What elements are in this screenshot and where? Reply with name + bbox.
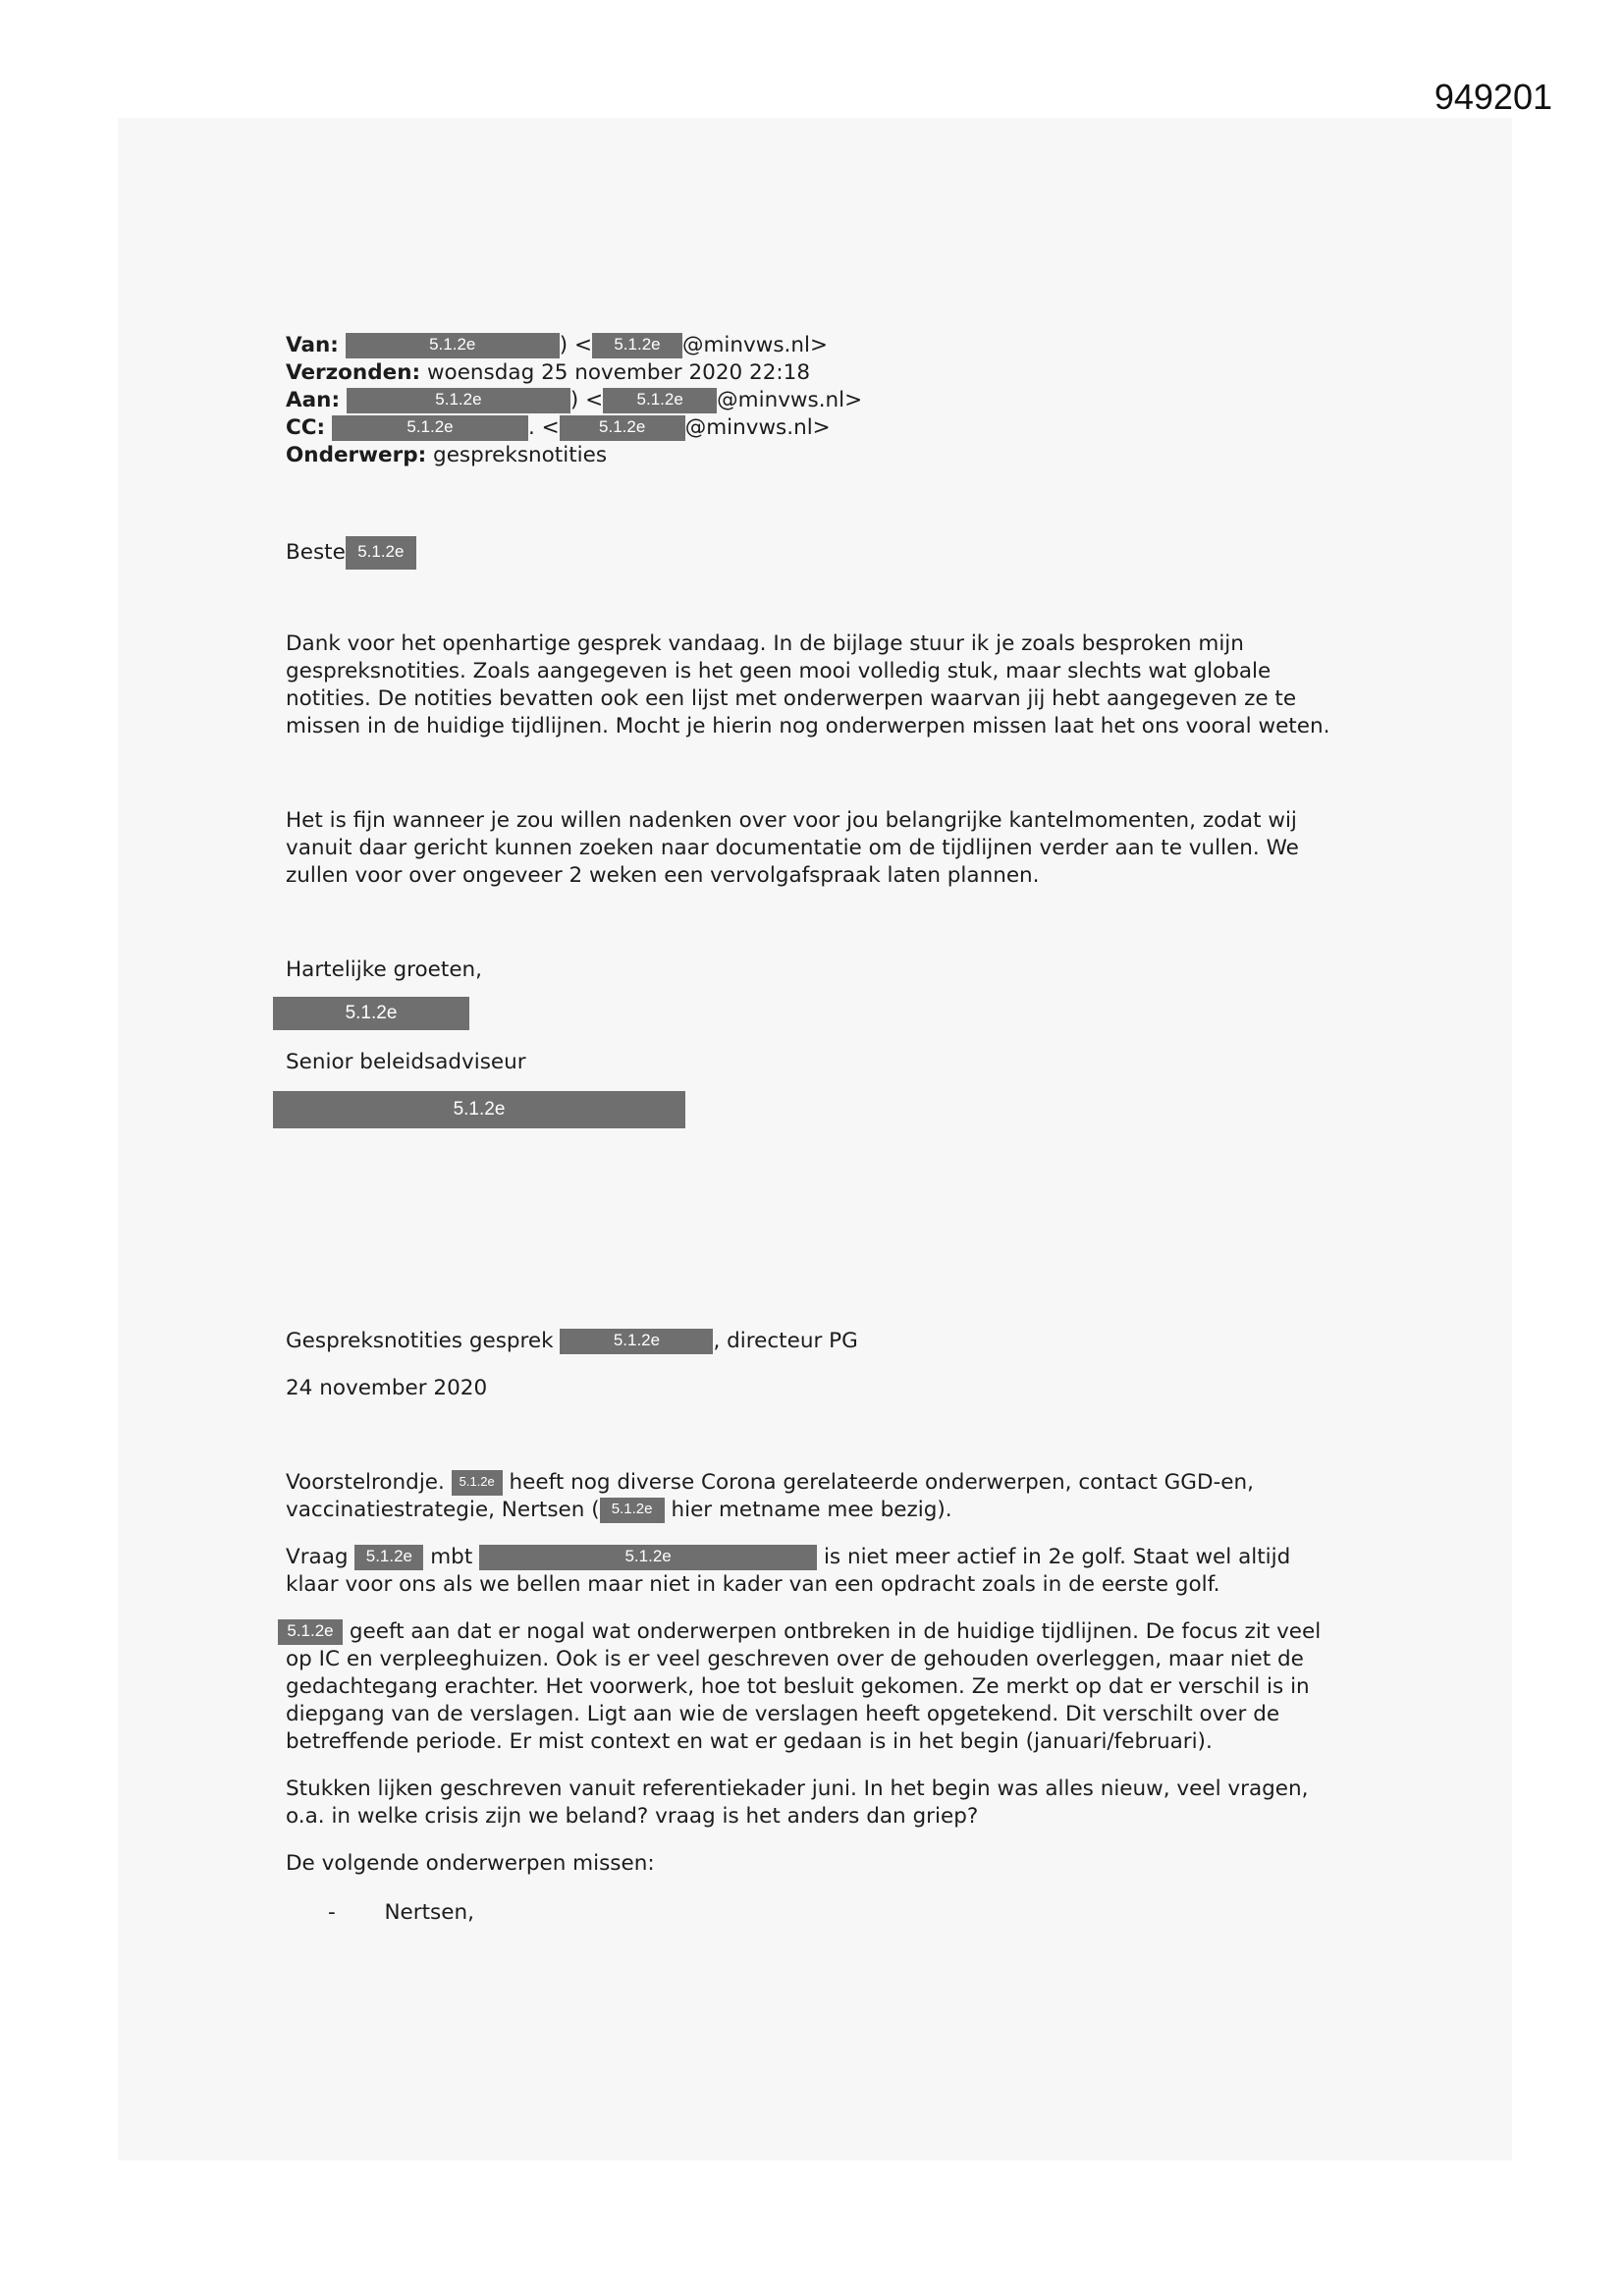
paragraph-line: vanuit daar gericht kunnen zoeken naar documentatie om de tijdlijnen verder aan te vullen. We [286, 836, 1299, 860]
paragraph-3-rest [286, 1646, 1310, 1756]
notes-date: 24 november 2020 [286, 1376, 488, 1400]
paragraph-3-line-1 [278, 1618, 1321, 1646]
notes-title-suffix: , directeur PG [713, 1329, 858, 1353]
vraag-line-2: klaar voor ons als we bellen maar niet in kader van een opdracht zoals in de eerste golf. [286, 1572, 1220, 1597]
paragraph-line: Het is fijn wanneer je zou willen nadenken over voor jou belangrijke kantelmomenten, zodat wij [286, 808, 1297, 833]
to-line [286, 387, 862, 414]
vraag-text-a: Vraag [286, 1545, 349, 1569]
sent-label: Verzonden: [286, 360, 421, 385]
paragraph-line: gedachtegang erachter. Het voorwerk, hoe tot besluit gekomen. Ze merkt op dat er verschil is in [286, 1674, 1310, 1699]
redacted-block: 5.1.2e [346, 536, 416, 570]
email-paragraph-2 [286, 807, 1299, 890]
paragraph-line: missen in de huidige tijdlijnen. Mocht je hierin nog onderwerpen missen laat het ons vooral weten. [286, 714, 1330, 738]
document-number: 949201 [1434, 77, 1552, 117]
redacted-block: 5.1.2e [560, 415, 685, 441]
intro-text-c: vaccinatiestrategie, Nertsen ( [286, 1498, 600, 1522]
from-label: Van: [286, 333, 339, 357]
intro-text-d: hier metname mee bezig). [671, 1498, 952, 1522]
bracket-text: ) < [569, 388, 604, 412]
missing-intro: De volgende onderwerpen missen: [286, 1851, 655, 1876]
vraag-line-1 [286, 1544, 1290, 1571]
cc-domain: @minvws.nl> [684, 415, 831, 440]
cc-line [286, 414, 831, 442]
list-bullet: - [328, 1900, 336, 1925]
intro-line-1 [286, 1469, 1254, 1497]
greeting-line [286, 536, 416, 570]
sent-line [286, 359, 810, 387]
list-item [328, 1899, 474, 1927]
paragraph-line: o.a. in welke crisis zijn we beland? vraag is het anders dan griep? [286, 1804, 979, 1829]
paragraph-line: Stukken lijken geschreven vanuit referentiekader juni. In het begin was alles nieuw, veel vragen, [286, 1777, 1309, 1801]
email-paragraph-1 [286, 630, 1329, 740]
redacted-block: 5.1.2e [354, 1545, 423, 1570]
redacted-block: 5.1.2e [592, 333, 682, 358]
redacted-block: 5.1.2e [560, 1329, 713, 1354]
greeting-text: Beste [286, 540, 346, 565]
from-domain: @minvws.nl> [681, 333, 828, 357]
bracket-text: ) < [559, 333, 592, 357]
paragraph-line: betreffende periode. Er mist context en wat er gedaan is in het begin (januari/februari). [286, 1729, 1213, 1754]
redacted-block: 5.1.2e [603, 388, 717, 413]
redacted-block: 5.1.2e [332, 415, 528, 441]
redacted-block: 5.1.2e [346, 333, 560, 358]
redacted-block: 5.1.2e [452, 1470, 503, 1496]
paragraph-line: Dank voor het openhartige gesprek vandaag. In de bijlage stuur ik je zoals besproken mijn [286, 631, 1244, 656]
subject-line [286, 442, 607, 469]
redacted-block: 5.1.2e [278, 1619, 343, 1645]
intro-line-2 [286, 1497, 952, 1524]
paragraph-line: notities. De notities bevatten ook een lijst met onderwerpen waarvan jij hebt aangegeven ze te [286, 686, 1297, 711]
paragraph-line: op IC en verpleeghuizen. Ook is er veel geschreven over de gehouden overleggen, maar niet de [286, 1647, 1304, 1671]
redacted-sender-details: 5.1.2e [273, 1091, 685, 1128]
intro-text-b: heeft nog diverse Corona gerelateerde onderwerpen, contact GGD-en, [509, 1470, 1254, 1495]
paragraph-4 [286, 1776, 1308, 1831]
list-item-text: Nertsen, [384, 1900, 474, 1925]
to-domain: @minvws.nl> [717, 388, 863, 412]
from-line [286, 332, 828, 359]
subject-value: gespreksnotities [433, 443, 608, 467]
sender-role: Senior beleidsadviseur [286, 1050, 526, 1074]
to-label: Aan: [286, 388, 341, 412]
paragraph-line: diepgang van de verslagen. Ligt aan wie de verslagen heeft opgetekend. Dit verschilt over de [286, 1702, 1280, 1726]
intro-text-a: Voorstelrondje. [286, 1470, 445, 1495]
cc-label: CC: [286, 415, 326, 440]
vraag-text-c: is niet meer actief in 2e golf. Staat wel altijd [823, 1545, 1291, 1569]
paragraph-line: zullen voor over ongeveer 2 weken een vervolgafspraak laten plannen. [286, 863, 1040, 888]
bracket-text: . < [528, 415, 560, 440]
sent-value: woensdag 25 november 2020 22:18 [426, 360, 810, 385]
p3-first-text: geeft aan dat er nogal wat onderwerpen ontbreken in de huidige tijdlijnen. De focus zit veel [349, 1619, 1322, 1644]
redacted-block: 5.1.2e [600, 1498, 665, 1523]
subject-label: Onderwerp: [286, 443, 427, 467]
notes-title-prefix: Gespreksnotities gesprek [286, 1329, 554, 1353]
vraag-text-b: mbt [430, 1545, 473, 1569]
paragraph-line: gespreksnotities. Zoals aangegeven is het geen mooi volledig stuk, maar slechts wat globale [286, 659, 1272, 683]
redacted-block: 5.1.2e [479, 1545, 817, 1570]
redacted-sender-name: 5.1.2e [273, 997, 469, 1030]
notes-title [286, 1328, 858, 1355]
closing-text: Hartelijke groeten, [286, 957, 483, 982]
redacted-block: 5.1.2e [347, 388, 570, 413]
